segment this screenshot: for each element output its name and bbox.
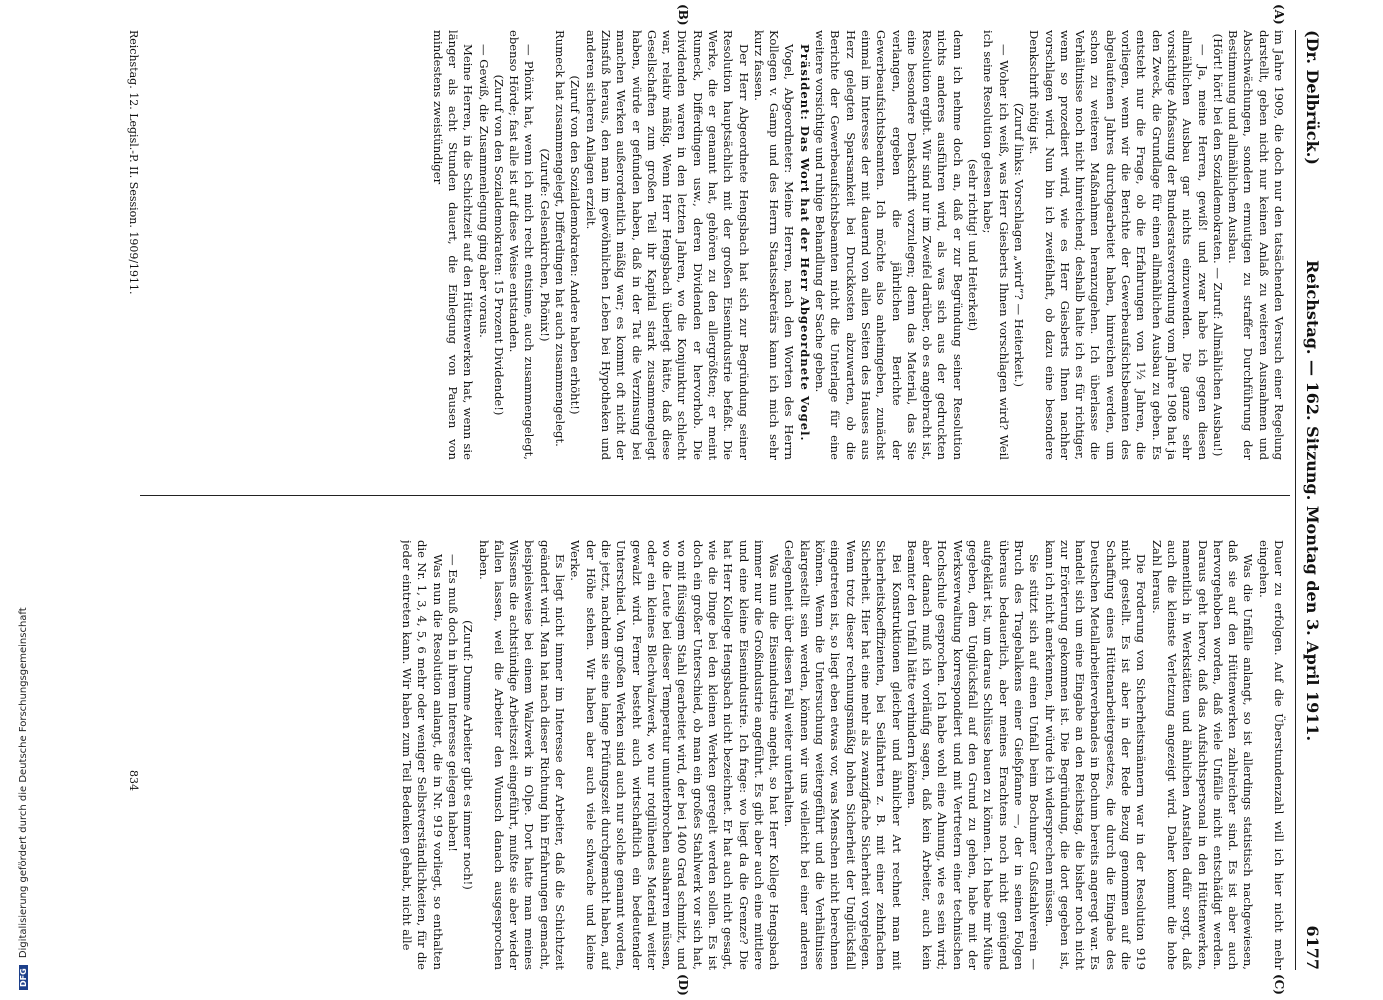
paragraph: Sie stützt sich auf einen Unfall beim Bochumer Gußstahlverein — Bruch des Tragebalkens einer Gießpfanne —, der in seinen Folgen überaus bedauerlich, aber meines Erachtens noch nicht genügend aufgeklärt ist, um daraus Schlüsse bauen zu können. Ich habe mir Mühe gegeben, dem Unglücksfall auf den Grund zu gehen, habe mit der Werksverwaltung korrespondiert und mit Vertretern einer technischen Hochschule gesprochen. Ich habe wohl eine Ahnung, wie es sein wird; aber danach muß ich vorläufig sagen, daß kein Arbeiter, auch kein Beamter den Unfall hätte verhindern können. <box>904 540 1042 970</box>
dfg-logo: DFG <box>19 965 28 990</box>
paragraph: — Woher ich weiß, was Herr Giesberts Ihnen vorschlagen wird? Weil ich seine Resolution gelesen habe; <box>981 30 1011 460</box>
interjection: (Zuruf: Dumme Arbeiter gibt es immer noch!) <box>461 620 476 890</box>
footer-publication: Reichstag. 12. Legisl.-P. II. Session. 1909/1911. <box>127 30 140 295</box>
interjection: (Zuruf von den Sozialdemokraten: 15 Prozent Dividende!) <box>491 74 506 416</box>
credit-text: Digitalisierung gefördert durch die Deutsche Forschungsgemeinschaft <box>18 607 29 959</box>
paragraph: Es liegt nicht immer im Interesse der Arbeiter, daß die Schichtzeit geändert wird. Man hat nach dieser Richtung hin Erfahrungen gemacht, beispielsweise bei einem Walzwerk in Olpe. Dort hatte man meines Wissens die achtstündige Arbeitszeit eingeführt, mußte sie aber wieder fallen lassen, weil die Arbeiter den Wunsch danach ausgesprochen haben. <box>476 540 568 970</box>
margin-mark-b: (B) <box>676 4 690 26</box>
left-column <box>86 30 1286 460</box>
paragraph: Was die Unfälle anlangt, so ist allerdings statistisch nachgewiesen, daß sie auf den Hüttenwerken zahlreicher sind. Es ist aber auch hervorgehoben worden, daß viele Unfälle nicht entschädigt werden. Daraus geht hervor, daß das Aufsichtspersonal in den Hüttenwerken, namentlich in Werkstätten und ähnlichen Anstalten dafür sorgt, daß auch die kleinste Verletzung angezeigt wird. Daher kommt die hohe Zahl heraus. <box>1149 540 1256 970</box>
margin-mark-a: (A) <box>1272 4 1286 25</box>
header-page-number: 6177 <box>1303 925 1322 970</box>
margin-mark-c: (C) <box>1272 974 1286 995</box>
paragraph: denn ich nehme doch an, daß er zur Begründung seiner Resolution nichts anderes ausführen wird, als was sich aus der gedruckten Resolution ergibt. Wir sind nur im Zweifel darüber, ob es angebracht ist, eine besondere Denkschrift vorzulegen; denn das Material, das Sie verlangen, ergeben die jährlichen Berichte der Gewerbeaufsichtsbeamten. Ich möchte also anheimgeben, zunächst einmal im Interesse der mit dauernd von allen Seiten des Hauses aus Herz gelegten Sparsamkeit bei Druckkosten abzuwarten, ob die Berichte der Gewerbeaufsichtsbeamten nicht die Unterlage für eine weitere vorsichtige und ruhige Behandlung der Sache geben. <box>813 30 965 460</box>
interjection: (sehr richtig! und Heiterkeit) <box>966 159 981 331</box>
header-rule <box>1295 30 1296 970</box>
paragraph: — Gewiß, die Zusammenlegung ging aber voraus. <box>476 44 491 338</box>
paragraph: Dauer zu erfolgen. Auf die Überstundenzahl will ich hier nicht mehr eingehen. <box>1256 540 1286 970</box>
running-header <box>1296 30 1322 970</box>
margin-mark-d: (D) <box>676 974 690 996</box>
paragraph: Der Herr Abgeordnete Hengsbach hat sich zur Begründung seiner Resolution hauptsächlich mit der großen Eisenindustrie befaßt. Die Werke, die er genannt hat, gehören zu den allergrößten; er meint Rumeck, Differdingen usw., deren Dividenden er hervorhob. Die Dividenden waren in den letzten Jahren, wo die Konjunktur schlecht war, relativ mäßig. Wenn Herr Hengsbach überlegt hätte, daß diese Gesellschaften zum großen Teil ihr Kapital stark zusammengelegt haben, würde er gefunden haben, daß in der Tat die Verzinsung bei manchen Werken außerordentlich mäßig war; es kommt oft nicht der Zinsfuß heraus, den man im gewöhnlichen Leben bei Hypotheken und anderen sicheren Anlagen erzielt. <box>583 30 751 460</box>
paragraph: — Phönix hat, wenn ich mich recht entsinne, auch zusammengelegt, ebenso Hörde; fast alle ist auf diese Weise entstanden. <box>507 30 537 460</box>
right-column <box>86 540 1286 970</box>
paragraph: Was nun die Resolution anlangt, die in Nr. 919 vorliegt, so enthalten die Nr. 1, 3, 4, 5, 6 mehr oder weniger Selbstverständlichkeiten, für die jeder eintreten kann. Wir haben zum Teil Bedenken gehabt, nicht alle <box>400 540 445 970</box>
interjection: (Zurufe: Gelsenkirchen, Phönix!) <box>537 148 552 342</box>
rotated-page <box>60 0 1330 1000</box>
header-speaker: (Dr. Delbrück.) <box>1303 30 1322 165</box>
paragraph: im Jahre 1909, die doch nur den tatsächenden Versuch einer Regelung darstellt, geben nicht nur keinen Anlaß zu weiteren Ausnahmen und Abschwächungen, sondern ermutigen zu straffer Durchführung der Bestimmung und allmählichem Ausbau. <box>1226 30 1286 460</box>
paragraph: — Ja, meine Herren, gewiß! und zwar habe ich gegen diesen allmählichen Ausbau gar nichts einzuwenden. Die ganze sehr vorsichtige Abfassung der Bundesratsverordnung vom Jahre 1908 hat ja den Zweck, die Grundlage für einen allmählichen Ausbau zu geben. Es entsteht nur die Frage, ob die Erfahrungen von 1½ Jahren, die vorliegen, wenn wir die Berichte der Gewerbeaufsichtsbeamten des abgelaufenen Jahres durchgearbeitet haben, hinreichen werden, um schon zu weiteren Maßnahmen heranzugehen. Ich überlasse die Verhältnisse noch nicht hinreichend; deshalb halte ich es für richtiger, wenn so prozediert wird, wie es Herr Giesberts Ihnen nachher vorschlagen wird. Nun bin ich zweifelhaft, ob dazu eine besondere Denkschrift nötig ist. <box>1027 30 1210 460</box>
column-divider <box>140 495 1290 496</box>
paragraph: Die Forderung von Sicherheitsmännern war in der Resolution 919 nicht gestellt. Es ist aber in der Rede Bezug genommen auf die Schaffung eines Hüttenarbeitergesetzes, die durch die Eingabe des Deutschen Metallarbeiterverbandes in Bochum bereits angeregt war. Es handelt sich um eine Eingabe an den Reichstag, die bisher noch nicht zur Erörterung gekommen ist. Die Begründung, die dort gegeben ist, kann ich nicht anerkennen, ihr würde ich widersprechen müssen. <box>1042 540 1149 970</box>
paragraph: Meine Herren, in die Schichtzeit auf den Hüttenwerken hat, wenn sie länger als acht Stunden dauert, die Einlegung von Pausen von mindestens zweistündiger <box>430 30 476 460</box>
paragraph: Bei Konstruktionen gleicher und ähnlicher Art rechnet man mit Sicherheitskoeffizienten, bei Seilfahrten z. B. mit einer zehnfachen Sicherheit. Hier hat eine mehr als zwanzigfache Sicherheit vorgelegen. Wenn trotz dieser rechnungsmäßig hohen Sicherheit der Unglücksfall eingetreten ist, so liegt eben etwas vor, was Menschen nicht berechnen können. Wenn die Untersuchung weitergeführt und die Verhältnisse klargestellt sein werden, können wir uns vielleicht bei einer anderen Gelegenheit über diesen Fall weiter unterhalten. <box>782 540 904 970</box>
paragraph: Vogel, Abgeordneter: Meine Herren, nach den Worten des Herrn Kollegen v. Gamp und des Herrn Staatssekretärs kann ich mich sehr kurz fassen. <box>751 30 797 460</box>
interjection: (Hört! hört! bei den Sozialdemokraten. — Zuruf: Allmählichen Ausbau!) <box>1210 33 1225 457</box>
paragraph: Rumeck hat zusammengelegt, Differdingen hat auch zusammengelegt. <box>553 30 568 447</box>
paragraph: — Es muß doch in ihrem Interesse gelegen haben! <box>445 554 460 852</box>
footer-page-number: 834 <box>127 770 140 791</box>
speaker-line: Präsident: Das Wort hat der Herr Abgeordnete Vogel. <box>797 44 812 442</box>
digitization-credit <box>0 0 29 1000</box>
interjection: (Zuruf von den Sozialdemokraten: Andere haben erhöht!) <box>568 75 583 415</box>
interjection: (Zuruf links: Vorschlagen „wird“? — Heiterkeit.) <box>1011 103 1026 387</box>
paragraph: Was nun die Eisenindustrie angeht, so hat Herr Kollege Hengsbach immer nur die Großindustrie angeführt. Es gibt aber auch eine mittlere und eine kleine Eisenindustrie. Ich frage: wo liegt da die Grenze? Die hat Herr Kollege Hengsbach nicht bezeichnet. Er hat auch nicht gesagt, wie die Dinge bei den kleinen Werken geregelt werden sollen. Es ist doch ein großer Unterschied, ob man ein großes Stahlwerk vor sich hat, wo mit flüssigem Stahl gearbeitet wird, der bei 1400 Grad schmilzt, und wo die Leute bei dieser Temperatur ununterbrochen ausharren müssen, oder ein kleines Blechwalzwerk, wo nur rotglühendes Material weiter gewalzt wird. Ferner besteht auch wirtschaftlich ein bedeutender Unterschied. Von großen Werken sind auch nur solche genannt worden, die jetzt, nachdem sie eine lange Prüfungszeit durchgemacht haben, auf der Höhe stehen. Wir haben aber auch viele schwache und kleine Werke. <box>568 540 782 970</box>
header-title: Reichstag. — 162. Sitzung. Montag den 3. April 1911. <box>1303 260 1322 742</box>
